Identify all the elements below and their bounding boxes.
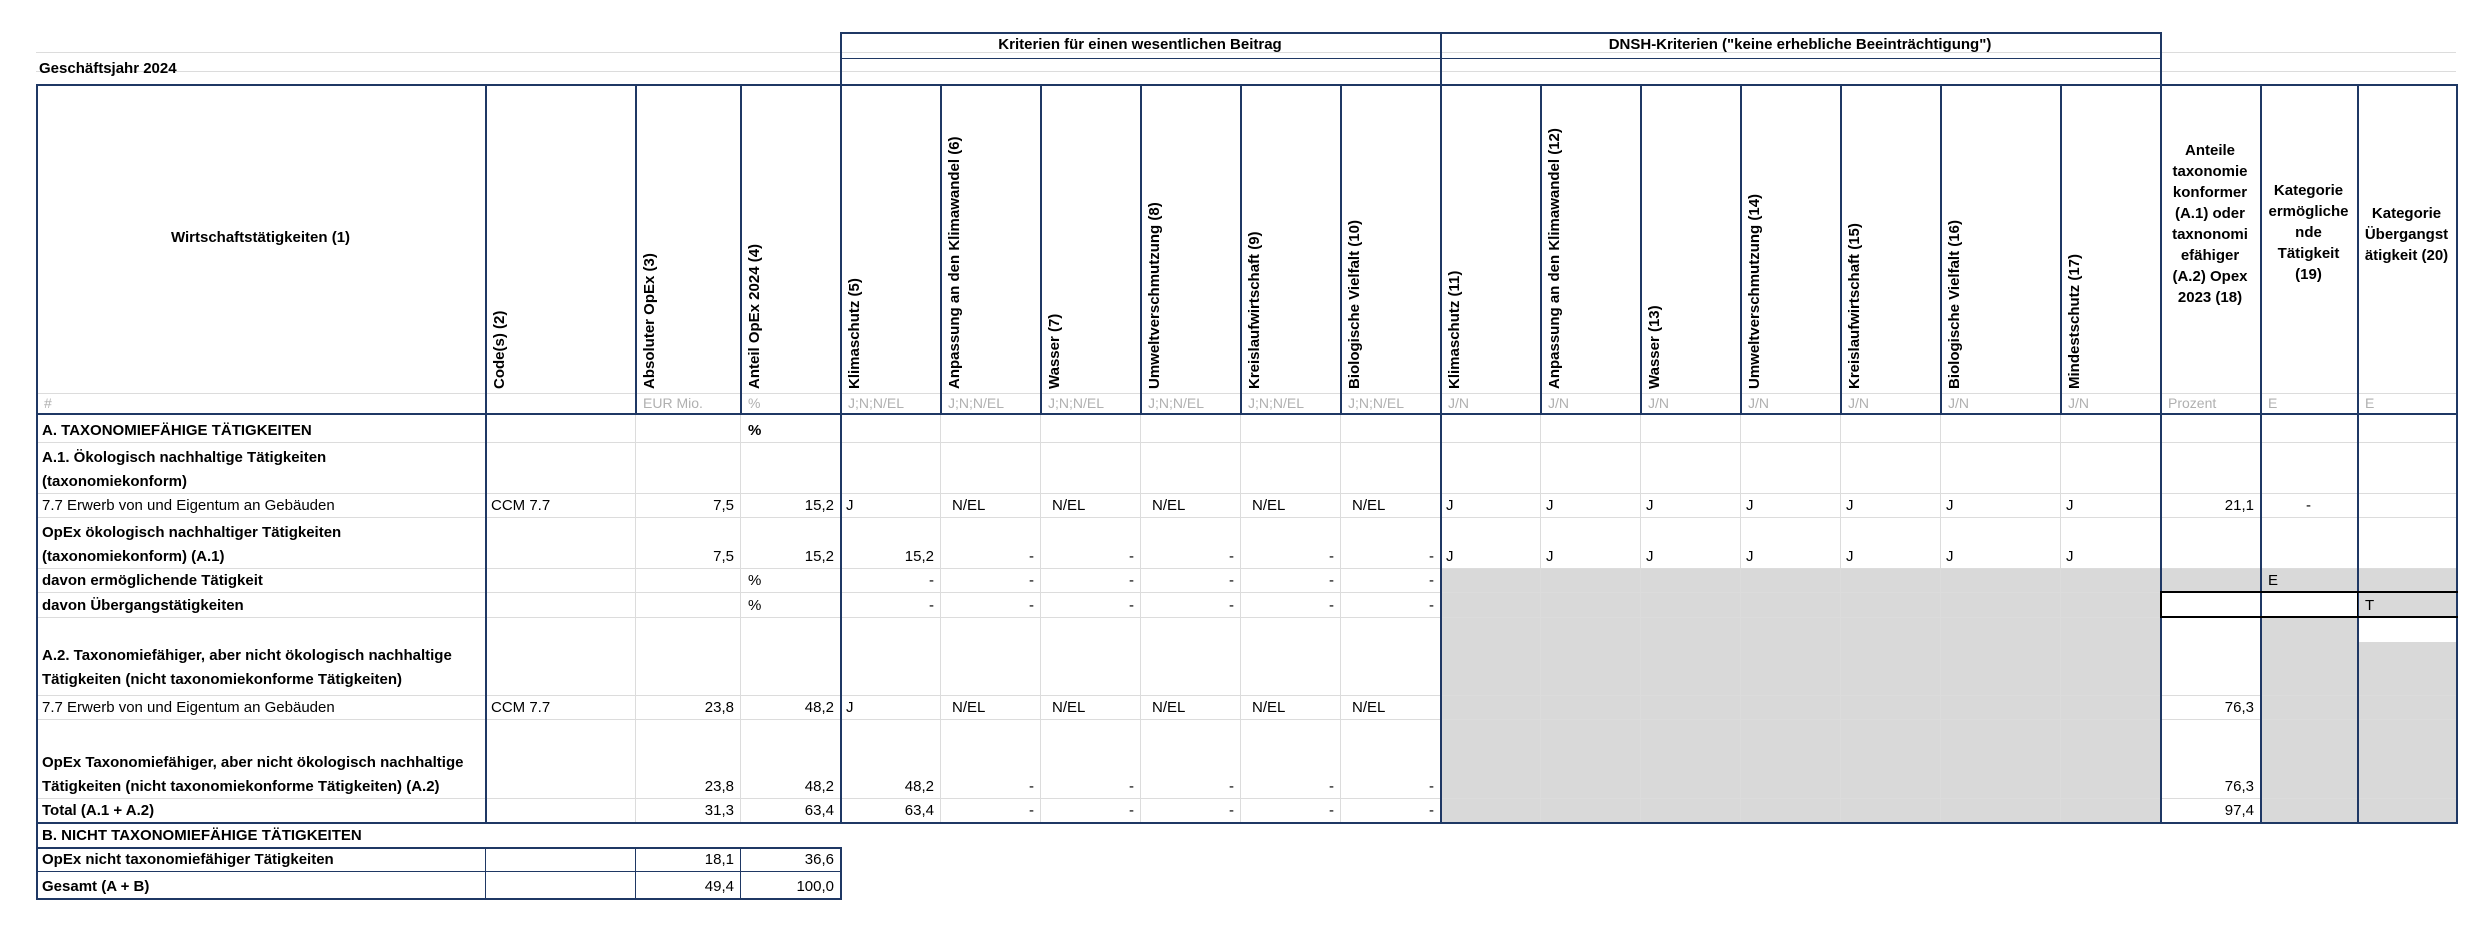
substantial-contribution-cell: -: [1329, 802, 1334, 819]
substantial-contribution-cell: -: [929, 597, 934, 614]
unit-label: J/N: [2068, 395, 2089, 411]
unit-label: J;N;N/EL: [1348, 395, 1405, 411]
substantial-contribution-cell: 63,4: [904, 802, 934, 819]
substantial-contribution-cell: -: [1029, 597, 1034, 614]
opex-share: 48,2: [804, 778, 834, 795]
opex-share: 15,2: [804, 548, 834, 565]
grid-line: [485, 84, 487, 413]
substantial-contribution-cell: -: [1429, 572, 1434, 589]
column-header-14: Umweltverschmutzung (14): [1746, 193, 1763, 389]
unit-label: EUR Mio.: [643, 395, 703, 411]
column-header-17: Mindestschutz (17): [2066, 253, 2083, 389]
column-header-20-line: Kategorie: [2371, 205, 2442, 222]
dnsh-cell: J: [1646, 548, 1654, 565]
substantial-contribution-cell: N/EL: [1052, 699, 1086, 716]
transitional-label: davon Übergangstätigkeiten: [42, 597, 244, 614]
unit-label: %: [748, 395, 761, 411]
grand-total-label: Gesamt (A + B): [42, 878, 150, 895]
substantial-contribution-cell: -: [1229, 778, 1234, 795]
dnsh-cell: J: [1846, 497, 1854, 514]
substantial-contribution-cell: N/EL: [952, 497, 986, 514]
substantial-contribution-cell: -: [1029, 548, 1034, 565]
grid-line: [36, 898, 842, 900]
pct-marker: %: [748, 572, 762, 589]
activity-code: CCM 7.7: [491, 497, 551, 514]
substantial-contribution-cell: -: [1329, 548, 1334, 565]
total-label: Total (A.1 + A.2): [42, 802, 155, 819]
absolute-opex: 23,8: [704, 699, 734, 716]
activity-code: CCM 7.7: [491, 699, 551, 716]
a2-title: Tätigkeiten (nicht taxonomiekonforme Tätigkeiten): [42, 671, 403, 688]
grid-line: [36, 695, 2456, 696]
substantial-contribution-cell: N/EL: [1252, 497, 1286, 514]
grid-line: [36, 822, 2458, 824]
substantial-contribution-cell: -: [1329, 572, 1334, 589]
unit-label: J/N: [1448, 395, 1469, 411]
grid-line: [840, 58, 2160, 59]
grid-line: [1140, 84, 1142, 413]
unit-label: J/N: [1648, 395, 1669, 411]
grid-line: [840, 84, 842, 413]
substantial-contribution-cell: J: [846, 497, 854, 514]
grid-line: [1740, 84, 1742, 413]
substantial-contribution-cell: N/EL: [1352, 497, 1386, 514]
column-header-20-line: ätigkeit (20): [2364, 247, 2449, 264]
column-header-3: Absoluter OpEx (3): [641, 253, 658, 389]
grid-line: [635, 84, 637, 413]
grid-line: [36, 442, 2456, 443]
section-b-heading: B. NICHT TAXONOMIEFÄHIGE TÄTIGKEITEN: [42, 827, 362, 844]
column-header-12: Anpassung an den Klimawandel (12): [1546, 128, 1563, 389]
dnsh-cell: J: [1946, 548, 1954, 565]
column-header-18-line: Anteile: [2184, 142, 2235, 159]
grid-line: [36, 719, 2456, 720]
prior-year-share: 76,3: [2224, 699, 2254, 716]
column-header-18-line: (A.1) oder: [2174, 205, 2245, 222]
column-header-15: Kreislaufwirtschaft (15): [1846, 223, 1863, 389]
dnsh-cell: J: [1746, 548, 1754, 565]
dnsh-cell: J: [1446, 548, 1454, 565]
grid-line: [1040, 84, 1042, 413]
fiscal-year-label: Geschäftsjahr 2024: [39, 60, 177, 77]
substantial-contribution-cell: -: [1429, 548, 1434, 565]
grid-line: [2357, 592, 2358, 617]
substantial-contribution-cell: N/EL: [952, 699, 986, 716]
column-header-activity: Wirtschaftstätigkeiten (1): [170, 229, 351, 246]
grid-line: [1940, 84, 1942, 413]
substantial-contribution-cell: -: [1129, 572, 1134, 589]
substantial-contribution-cell: N/EL: [1052, 497, 1086, 514]
substantial-contribution-cell: -: [929, 572, 934, 589]
column-header-11: Klimaschutz (11): [1446, 270, 1463, 389]
grid-line: [36, 84, 2456, 86]
column-header-19-line: ermögliche: [2268, 203, 2349, 220]
column-header-9: Kreislaufwirtschaft (9): [1246, 231, 1263, 389]
grid-line: [1540, 84, 1542, 413]
substantial-contribution-cell: -: [1229, 548, 1234, 565]
unit-label: J;N;N/EL: [848, 395, 905, 411]
enabling-category: -: [2306, 497, 2311, 514]
substantial-contribution-cell: -: [1129, 548, 1134, 565]
substantial-contribution-cell: -: [1229, 572, 1234, 589]
grid-line: [1440, 84, 1442, 413]
opex-share: 63,4: [804, 802, 834, 819]
column-header-2: Code(s) (2): [491, 310, 508, 389]
column-header-20-line: Übergangst: [2364, 226, 2449, 243]
column-header-8: Umweltverschmutzung (8): [1146, 202, 1163, 389]
dnsh-cell: J: [1446, 497, 1454, 514]
grid-line: [2160, 592, 2162, 617]
grid-line: [1640, 84, 1642, 413]
column-header-5: Klimaschutz (5): [846, 278, 863, 389]
dnsh-cell: J: [1546, 497, 1554, 514]
column-header-10: Biologische Vielfalt (10): [1346, 220, 1363, 389]
grid-line: [2160, 32, 2162, 84]
unit-label: J;N;N/EL: [948, 395, 1005, 411]
unit-label: J;N;N/EL: [1048, 395, 1105, 411]
substantial-contribution-cell: -: [1129, 802, 1134, 819]
shaded-cell: [2160, 568, 2260, 592]
substantial-contribution-cell: -: [1129, 597, 1134, 614]
absolute-opex: 23,8: [704, 778, 734, 795]
dnsh-cell: J: [1646, 497, 1654, 514]
unit-label: E: [2365, 395, 2375, 411]
absolute-opex: 31,3: [704, 802, 734, 819]
a1-title: (taxonomiekonform): [42, 473, 188, 490]
section-a-pct: %: [748, 422, 762, 439]
enabling-cat-marker: E: [2268, 572, 2279, 589]
prior-year-share: 97,4: [2224, 802, 2254, 819]
dnsh-cell: J: [1746, 497, 1754, 514]
column-header-18-line: efähiger: [2180, 247, 2240, 264]
opex-share: 15,2: [804, 497, 834, 514]
dnsh-cell: J: [2066, 497, 2074, 514]
grid-line: [36, 493, 2456, 494]
substantial-contribution-cell: -: [1029, 778, 1034, 795]
a2-opex-label: Tätigkeiten (nicht taxonomiekonforme Tätigkeiten) (A.2): [42, 778, 440, 795]
substantial-contribution-cell: -: [1429, 778, 1434, 795]
a1-opex-label: OpEx ökologisch nachhaltiger Tätigkeiten: [42, 524, 342, 541]
column-header-13: Wasser (13): [1646, 305, 1663, 389]
column-header-18-line: taxonomie: [2172, 163, 2248, 180]
opex-share: 48,2: [804, 699, 834, 716]
prior-year-share: 21,1: [2224, 497, 2254, 514]
grid-line: [36, 617, 2456, 618]
grid-line: [2060, 84, 2062, 413]
group-header-dnsh: DNSH-Kriterien ("keine erhebliche Beeinträchtigung"): [1608, 36, 1992, 53]
grid-line: [485, 847, 486, 898]
grid-line: [2357, 84, 2359, 822]
dnsh-cell: J: [1546, 548, 1554, 565]
grid-line: [36, 871, 840, 872]
column-header-18-line: (A.2) Opex: [2172, 268, 2248, 285]
grid-line: [36, 413, 2456, 415]
column-header-19-line: Tätigkeit: [2277, 245, 2340, 262]
b-opex-share: 36,6: [804, 851, 834, 868]
unit-label: J/N: [1848, 395, 1869, 411]
grid-line: [1240, 84, 1242, 413]
substantial-contribution-cell: N/EL: [1152, 699, 1186, 716]
unit-label: J;N;N/EL: [1148, 395, 1205, 411]
a2-title: A.2. Taxonomiefähiger, aber nicht ökologisch nachhaltige: [42, 647, 452, 664]
unit-label: J/N: [1548, 395, 1569, 411]
grand-total-share: 100,0: [796, 878, 834, 895]
substantial-contribution-cell: -: [1229, 597, 1234, 614]
substantial-contribution-cell: -: [1429, 802, 1434, 819]
column-header-18-line: 2023 (18): [2177, 289, 2243, 306]
unit-label: J;N;N/EL: [1248, 395, 1305, 411]
unit-label: J/N: [1748, 395, 1769, 411]
substantial-contribution-cell: -: [1029, 572, 1034, 589]
grid-line: [36, 568, 2456, 569]
enabling-label: davon ermöglichende Tätigkeit: [42, 572, 263, 589]
unit-label: #: [44, 395, 52, 411]
activity-name: 7.7 Erwerb von und Eigentum an Gebäuden: [42, 699, 335, 716]
substantial-contribution-cell: -: [1129, 778, 1134, 795]
grid-line: [740, 84, 742, 413]
column-header-18-line: konformer: [2172, 184, 2248, 201]
absolute-opex: 7,5: [713, 548, 734, 565]
a1-title: A.1. Ökologisch nachhaltige Tätigkeiten: [42, 449, 327, 466]
transitional-cat-marker: T: [2365, 597, 2375, 614]
grid-line: [1340, 84, 1342, 413]
substantial-contribution-cell: -: [1229, 802, 1234, 819]
unit-label: J/N: [1948, 395, 1969, 411]
column-header-4: Anteil OpEx 2024 (4): [746, 243, 763, 389]
a2-opex-label: OpEx Taxonomiefähiger, aber nicht ökologisch nachhaltige: [42, 754, 464, 771]
dnsh-cell: J: [1846, 548, 1854, 565]
unit-label: E: [2268, 395, 2278, 411]
dnsh-cell: J: [1946, 497, 1954, 514]
grid-line: [36, 798, 2456, 799]
activity-name: 7.7 Erwerb von und Eigentum an Gebäuden: [42, 497, 335, 514]
grand-total-absolute: 49,4: [704, 878, 734, 895]
column-header-19-line: Kategorie: [2273, 182, 2344, 199]
b-opex-absolute: 18,1: [704, 851, 734, 868]
column-header-18-line: taxnonomi: [2172, 226, 2248, 243]
substantial-contribution-cell: 15,2: [904, 548, 934, 565]
substantial-contribution-cell: N/EL: [1152, 497, 1186, 514]
grid-line: [36, 517, 2456, 518]
column-header-19-line: nde: [2295, 224, 2322, 241]
absolute-opex: 7,5: [713, 497, 734, 514]
grid-line: [2456, 84, 2458, 824]
column-header-6: Anpassung an den Klimawandel (6): [946, 136, 963, 389]
substantial-contribution-cell: -: [1329, 597, 1334, 614]
grid-line: [36, 592, 2456, 593]
grid-line: [940, 84, 942, 413]
substantial-contribution-cell: 48,2: [904, 778, 934, 795]
substantial-contribution-cell: -: [1029, 802, 1034, 819]
column-header-16: Biologische Vielfalt (16): [1946, 220, 1963, 389]
b-opex-label: OpEx nicht taxonomiefähiger Tätigkeiten: [42, 851, 334, 868]
grid-line: [840, 413, 842, 822]
grid-line: [1840, 84, 1842, 413]
grid-line: [840, 847, 842, 900]
substantial-contribution-cell: N/EL: [1352, 699, 1386, 716]
substantial-contribution-cell: N/EL: [1252, 699, 1286, 716]
substantial-contribution-cell: -: [1429, 597, 1434, 614]
group-header-substantial: Kriterien für einen wesentlichen Beitrag: [998, 36, 1282, 53]
section-a-heading: A. TAXONOMIEFÄHIGE TÄTIGKEITEN: [42, 422, 312, 439]
dnsh-cell: J: [2066, 548, 2074, 565]
substantial-contribution-cell: -: [1329, 778, 1334, 795]
prior-year-share: 76,3: [2224, 778, 2254, 795]
a1-opex-label: (taxonomiekonform) (A.1): [42, 548, 225, 565]
substantial-contribution-cell: J: [846, 699, 854, 716]
unit-label: Prozent: [2168, 395, 2217, 411]
pct-marker: %: [748, 597, 762, 614]
column-header-7: Wasser (7): [1046, 313, 1063, 389]
column-header-19-line: (19): [2295, 266, 2322, 283]
grid-line: [1440, 413, 1442, 822]
